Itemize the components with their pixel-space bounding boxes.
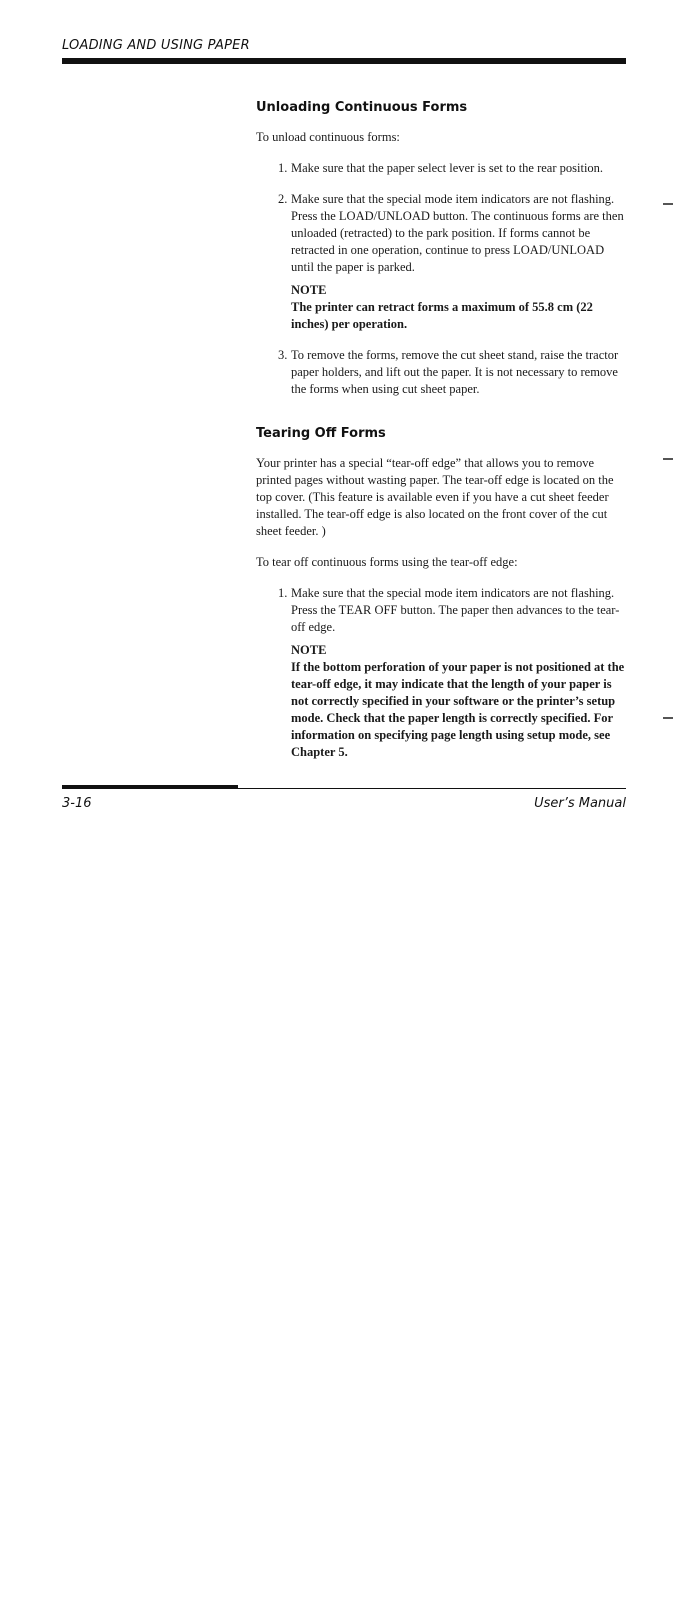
unloading-intro: To unload continuous forms:	[256, 130, 400, 144]
margin-mark	[663, 717, 673, 719]
tearing-lead: To tear off continuous forms using the tear-off edge:	[256, 555, 518, 569]
tearing-steps	[256, 585, 626, 761]
running-head: LOADING AND USING PAPER	[62, 38, 250, 53]
step-text: Make sure that the special mode item indicators are not flashing. Press the TEAR OFF button. The paper then advances to the tear-off edge.	[291, 586, 620, 634]
book-title: User’s Manual	[534, 796, 626, 811]
step-number: 3.	[278, 348, 288, 362]
note-label: NOTE	[291, 643, 327, 657]
margin-mark	[663, 203, 673, 205]
list-item	[278, 191, 626, 333]
note-text: The printer can retract forms a maximum of 55.8 cm (22 inches) per operation.	[291, 300, 593, 331]
step-number: 2.	[278, 192, 288, 206]
note-label: NOTE	[291, 283, 327, 297]
step-text: To remove the forms, remove the cut sheet stand, raise the tractor paper holders, and lift out the paper. It is not necessary to remove the forms when using cut sheet paper.	[291, 348, 619, 396]
step-text: Make sure that the special mode item indicators are not flashing. Press the LOAD/UNLOAD button. The continuous forms are then unloaded (retracted) to the park position. If forms cannot be retracted in one operation, continue to press LOAD/UNLOAD until the paper is parked.	[291, 192, 624, 274]
list-item	[278, 585, 626, 761]
step-text: Make sure that the paper select lever is set to the rear position.	[291, 161, 604, 175]
footer-rule	[62, 788, 626, 789]
note-text: If the bottom perforation of your paper is not positioned at the tear-off edge, it may indicate that the length of your paper is not correctly specified in your software or the printer’s setup mode. Check that the paper length is correctly specified. For information on specifying page length using setup mode, see Chapter 5.	[291, 660, 625, 759]
tearing-intro: Your printer has a special “tear-off edge” that allows you to remove printed pages without wasting paper. The tear-off edge is located on the top cover. (This feature is available even if you have a cut sheet feeder installed. The tear-off edge is also located on the front cover of the cut sheet feeder. )	[256, 456, 614, 538]
section-heading-unloading: Unloading Continuous Forms	[256, 100, 468, 115]
step-number: 1.	[278, 161, 288, 175]
list-item	[278, 160, 626, 177]
header-rule	[62, 58, 626, 64]
section-heading-tearing: Tearing Off Forms	[256, 426, 386, 441]
step-number: 1.	[278, 586, 288, 600]
page-number: 3-16	[62, 796, 92, 811]
margin-mark	[663, 458, 673, 460]
list-item	[278, 347, 626, 398]
unloading-steps	[256, 160, 626, 398]
page-body	[256, 100, 626, 761]
